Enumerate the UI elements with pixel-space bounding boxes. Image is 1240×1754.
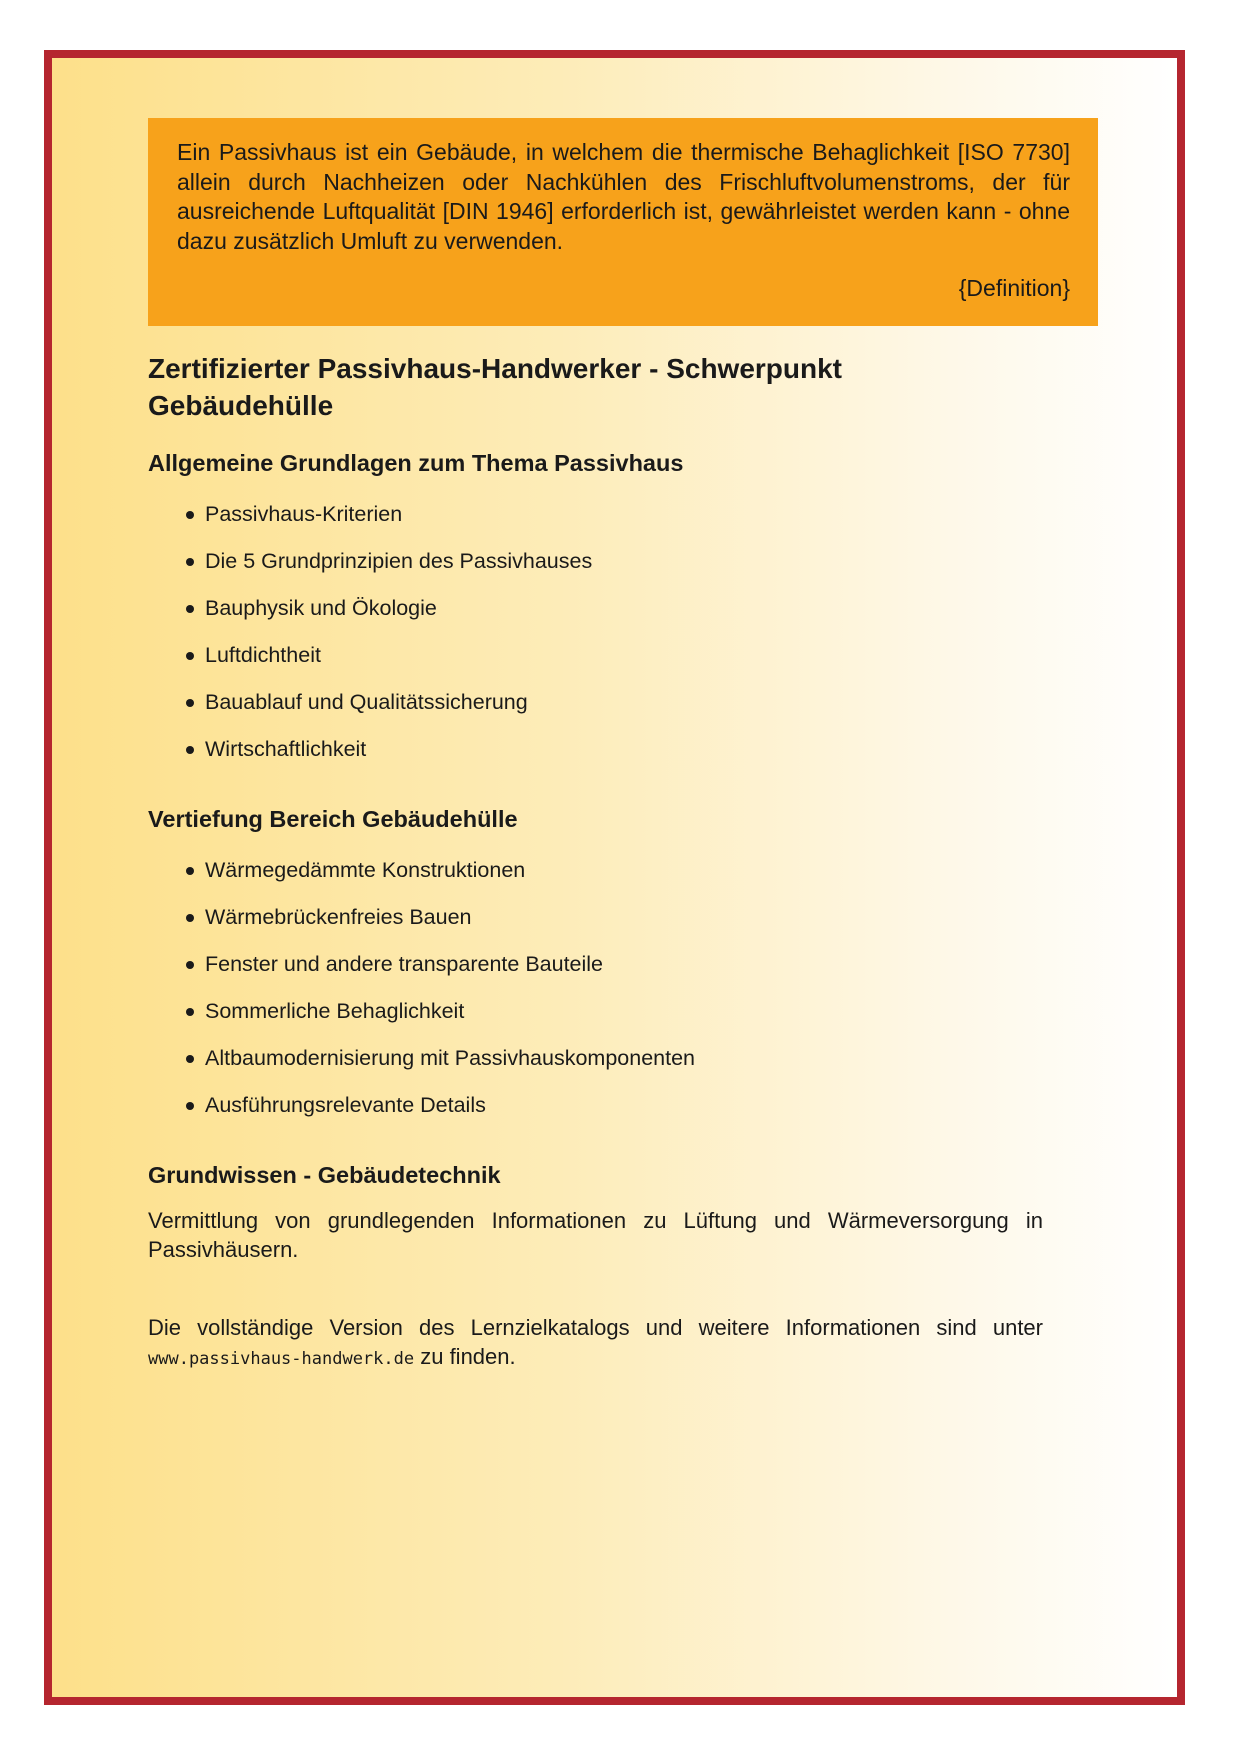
list-item	[148, 632, 1098, 679]
list-item	[148, 1035, 1098, 1082]
bullet-icon	[186, 511, 194, 519]
list-item	[148, 894, 1098, 941]
closing-text: Die vollständige Version des Lernzielkatalogs und weitere Informationen sind unter	[148, 1314, 1043, 1340]
website-link[interactable]: www.passivhaus-handwerk.de	[148, 1348, 415, 1369]
list-item-label: Ausführungsrelevante Details	[205, 1092, 486, 1117]
bullet-icon	[186, 699, 194, 707]
bullet-icon	[186, 558, 194, 566]
list-item-label: Fenster und andere transparente Bauteile	[205, 951, 604, 976]
closing-paragraph	[148, 1313, 1043, 1374]
list-item-label: Altbaumodernisierung mit Passivhauskomponenten	[205, 1045, 695, 1070]
list-grundlagen	[148, 491, 1098, 773]
section-heading-grundwissen: Grundwissen - Gebäudetechnik	[148, 1161, 501, 1188]
section-heading-grundlagen: Allgemeine Grundlagen zum Thema Passivhaus	[148, 449, 684, 476]
list-item	[148, 679, 1098, 726]
bullet-icon	[186, 1055, 194, 1063]
list-item	[148, 726, 1098, 773]
list-item-label: Wärmebrückenfreies Bauen	[205, 904, 472, 929]
section-paragraph-grundwissen: Vermittlung von grundlegenden Informationen zu Lüftung und Wärmeversorgung in Passivhäusern.	[148, 1207, 1043, 1262]
list-item-label: Luftdichtheit	[205, 642, 321, 667]
closing-text-end: zu finden.	[414, 1343, 516, 1369]
bullet-icon	[186, 914, 194, 922]
list-vertiefung	[148, 847, 1098, 1129]
list-item	[148, 1082, 1098, 1129]
bullet-icon	[186, 1008, 194, 1016]
section-heading-vertiefung: Vertiefung Bereich Gebäudehülle	[148, 805, 518, 832]
list-item-label: Bauphysik und Ökologie	[205, 595, 437, 620]
bullet-icon	[186, 867, 194, 875]
list-item	[148, 491, 1098, 538]
bullet-icon	[186, 605, 194, 613]
list-item-label: Passivhaus-Kriterien	[205, 501, 403, 526]
list-item	[148, 538, 1098, 585]
list-item-label: Wärmegedämmte Konstruktionen	[205, 857, 526, 882]
definition-text: Ein Passivhaus ist ein Gebäude, in welchem die thermische Behaglichkeit [ISO 7730] allein durch Nachheizen oder Nachkühlen des Frischluftvolumenstroms, der für ausreichende Luftqualität [DIN 1946] erforderlich ist, gewährleistet werden kann - ohne dazu zusätzlich Umluft zu verwenden.	[177, 139, 1070, 254]
list-item-label: Bauablauf und Qualitätssicherung	[205, 689, 528, 714]
page-content	[148, 118, 1098, 1374]
definition-box	[148, 118, 1098, 326]
list-item	[148, 847, 1098, 894]
bullet-icon	[186, 1102, 194, 1110]
list-item	[148, 988, 1098, 1035]
list-item-label: Sommerliche Behaglichkeit	[205, 998, 465, 1023]
bullet-icon	[186, 652, 194, 660]
list-item	[148, 585, 1098, 632]
definition-tag: {Definition}	[958, 275, 1070, 301]
bullet-icon	[186, 746, 194, 754]
bullet-icon	[186, 961, 194, 969]
list-item-label: Die 5 Grundprinzipien des Passivhauses	[205, 548, 593, 573]
list-item-label: Wirtschaftlichkeit	[205, 736, 367, 761]
list-item	[148, 941, 1098, 988]
page-title: Zertifizierter Passivhaus-Handwerker - Schwerpunkt Gebäudehülle	[148, 352, 842, 421]
